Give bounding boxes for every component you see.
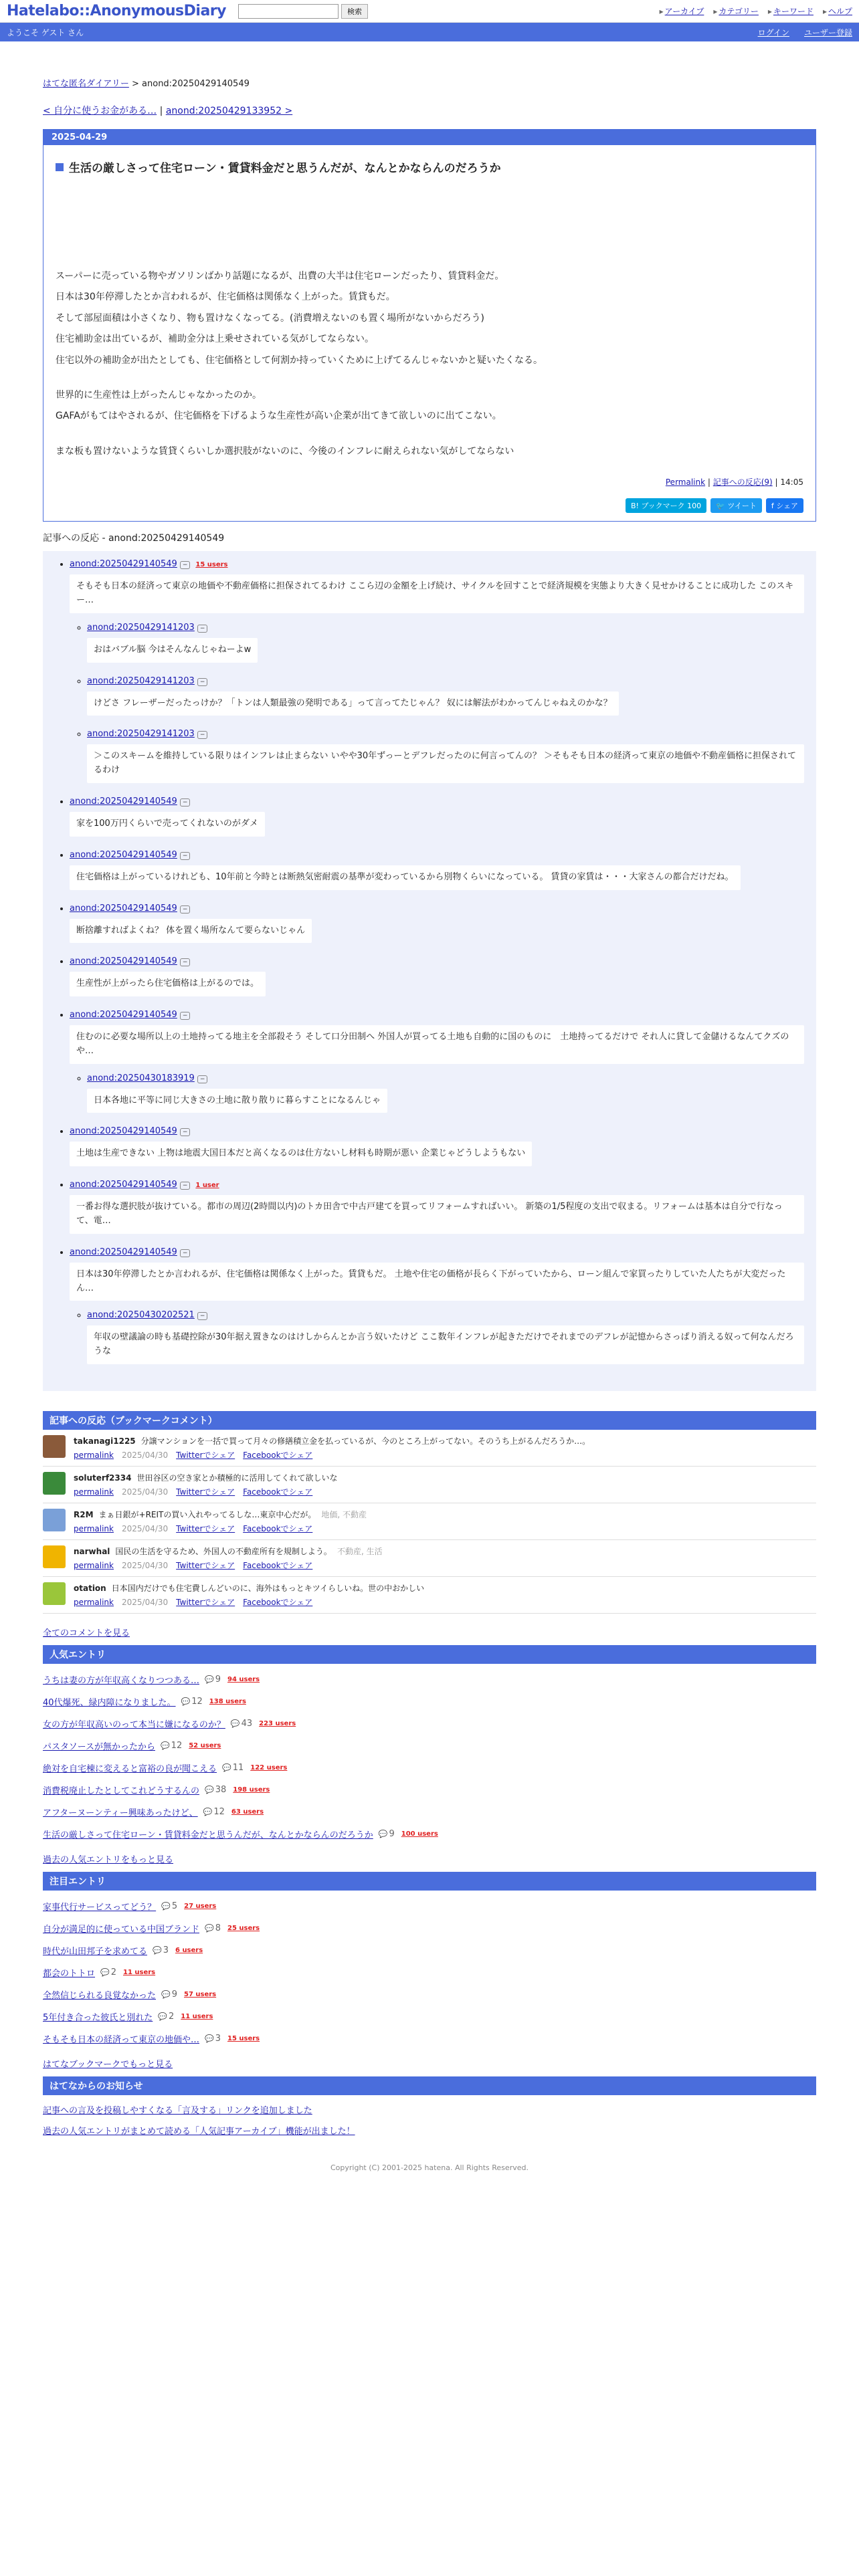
popular-entries-title: 人気エントリ xyxy=(43,1645,816,1664)
featured-entry xyxy=(43,2010,816,2023)
users-count-badge[interactable]: 138 users xyxy=(209,1698,246,1706)
reaction-body: 家を100万円くらいで売ってくれないのがダメ xyxy=(70,812,265,837)
avatar[interactable] xyxy=(43,1435,66,1458)
facebook-share-link[interactable]: Facebookでシェア xyxy=(243,1598,313,1608)
prev-next-nav xyxy=(43,104,816,117)
comment-count: 💬 5 xyxy=(161,1901,177,1911)
reaction-header xyxy=(70,1247,804,1257)
bookmark-comment xyxy=(43,1430,816,1467)
collapse-icon[interactable]: − xyxy=(180,1182,191,1190)
reaction-item xyxy=(70,1126,804,1166)
reaction-body: 一番お得な選択肢が抜けている。都市の周辺(2時間以内)のトカ田舎で中古戸建てを買ってリフォームすればいい。 新築の1/5程度の支出で収まる。リフォームは基本は自分で行なって、電… xyxy=(70,1195,804,1234)
reaction-body: 土地は生産できない 上物は地震大国日本だと高くなるのは仕方ないし材料も時期が悪い 企業じゃどうしようもない xyxy=(70,1142,532,1166)
users-count-badge[interactable]: 122 users xyxy=(250,1764,288,1772)
reaction-child-item xyxy=(87,1310,804,1364)
reaction-id-link[interactable]: anond:20250429140549 xyxy=(70,903,177,914)
reaction-item xyxy=(70,1247,804,1364)
avatar[interactable] xyxy=(43,1545,66,1568)
facebook-icon: f xyxy=(771,502,777,511)
popular-entry-link[interactable]: 生活の厳しさって住宅ローン・賃貸料金だと思うんだが、なんとかならんのだろうか xyxy=(43,1830,373,1841)
comment-count: 💬 9 xyxy=(205,1675,221,1685)
bookmark-user-name[interactable]: R2M xyxy=(74,1510,94,1520)
reaction-body: 日本は30年停滞したとか言われるが、住宅価格は関係なく上がった。賃貸もだ。 土地や住宅の価格が長らく下がっていたから、ローン組んで家買ったりしていた人たちが大変だったん… xyxy=(70,1263,804,1301)
reaction-id-link[interactable]: anond:20250429141203 xyxy=(87,675,195,686)
reaction-header xyxy=(87,623,804,633)
bookmark-comment-list xyxy=(43,1430,816,1614)
bookmark-permalink[interactable]: permalink xyxy=(74,1524,114,1534)
reaction-body: 日本各地に平等に同じ大きさの土地に散り散りに暮らすことになるんじゃ xyxy=(87,1089,387,1113)
breadcrumb-separator: > xyxy=(131,79,139,89)
comment-count: 💬 2 xyxy=(100,1967,116,1977)
bookmark-comment-main xyxy=(74,1582,424,1608)
entry-paragraph: まな板も置けないような賃貸くらいしか選択肢がないのに、今後のインフレに耐えられない気がしてならない xyxy=(56,445,514,457)
tweet-label: ツイート xyxy=(727,502,757,511)
bookmark-button[interactable]: B! ブックマーク 100 xyxy=(626,498,706,513)
bookmark-tags[interactable]: 不動産, 生活 xyxy=(337,1547,383,1557)
users-count-badge[interactable]: 198 users xyxy=(233,1786,270,1794)
reaction-body: ＞このスキームを維持している限りはインフレは止まらない いやや30年ずっーとデフレだったのに何言ってんの？ ＞そもそも日本の経済って東京の地価や不動産価格に担保されてるわけ xyxy=(87,744,804,783)
reaction-children xyxy=(70,623,804,783)
main-content xyxy=(43,41,816,2172)
popular-more-link[interactable]: 過去の人気エントリをもっと見る xyxy=(43,1855,174,1866)
bookmark-comment-text: 日本国内だけでも住宅費しんどいのに、海外はもっとキツイらしいね。世の中おかしい xyxy=(111,1584,425,1594)
users-count-badge[interactable]: 25 users xyxy=(227,1925,260,1933)
bookmark-user-name[interactable]: takanagi1225 xyxy=(74,1436,136,1446)
reaction-id-link[interactable]: anond:20250429140549 xyxy=(70,956,177,967)
avatar[interactable] xyxy=(43,1509,66,1531)
reaction-id-link[interactable]: anond:20250429140549 xyxy=(70,1247,177,1257)
popular-entry xyxy=(43,1828,816,1840)
breadcrumb-root[interactable]: はてな匿名ダイアリー xyxy=(43,79,129,89)
bookmark-comment-meta xyxy=(74,1560,383,1571)
reaction-item xyxy=(70,850,804,890)
bookmark-comment-line xyxy=(74,1582,424,1594)
reaction-header xyxy=(87,1310,804,1320)
tweet-button[interactable] xyxy=(710,498,762,513)
bookmark-comment-main xyxy=(74,1472,337,1497)
reaction-id-link[interactable]: anond:20250429140549 xyxy=(70,796,177,807)
popular-entry-link[interactable]: 女の方が年収高いのって本当に嫌になるのか？ xyxy=(43,1720,225,1731)
bookmark-comment xyxy=(43,1577,816,1614)
users-count-badge[interactable]: 27 users xyxy=(184,1903,217,1911)
reaction-item xyxy=(70,796,804,837)
featured-entry-link[interactable]: 全然信じられる良覚なかった xyxy=(43,1991,157,2002)
comment-count: 💬 12 xyxy=(181,1697,203,1707)
facebook-share-button[interactable] xyxy=(766,498,803,513)
featured-entries-title: 注目エントリ xyxy=(43,1872,816,1891)
reaction-id-link[interactable]: anond:20250429140549 xyxy=(70,1180,177,1190)
breadcrumb xyxy=(43,76,816,89)
top-nav xyxy=(660,5,852,17)
reactions-heading: 記事への反応 - anond:20250429140549 xyxy=(43,533,225,544)
prev-next-separator: | xyxy=(159,106,163,116)
comment-count: 💬 9 xyxy=(379,1829,395,1839)
reaction-header xyxy=(70,1180,804,1190)
breadcrumb-current: anond:20250429140549 xyxy=(142,79,250,89)
bookmark-comment-main xyxy=(74,1545,383,1571)
bookmark-comment-meta xyxy=(74,1486,337,1497)
bookmark-tags[interactable]: 地価, 不動産 xyxy=(321,1510,367,1520)
users-count-badge[interactable]: 15 users xyxy=(195,561,228,569)
featured-entry-link[interactable]: そもそも日本の経済って東京の地価や… xyxy=(43,2035,200,2046)
featured-entry xyxy=(43,2032,816,2045)
bookmark-comment-line xyxy=(74,1435,590,1446)
user-bar xyxy=(0,23,859,41)
reaction-item xyxy=(70,559,804,783)
reaction-body: 住宅価格は上がっているけれども、10年前と今時とは断熱気密耐震の基準が変わっているから別物くらいになっている。 賃貸の家賃は・・・大家さんの都合だけだね。 xyxy=(70,865,741,890)
users-count-badge[interactable]: 100 users xyxy=(401,1830,438,1838)
bookmark-comment-text: 世田谷区の空き家とか積極的に活用してくれて欲しいな xyxy=(136,1473,338,1483)
entry-date: 2025-04-29 xyxy=(43,130,816,145)
reaction-header xyxy=(87,676,804,686)
nav-category-link[interactable]: ▸ カテゴリー xyxy=(713,5,759,17)
popular-entry-link[interactable]: 40代爆死、緑内障になりました。 xyxy=(43,1698,176,1709)
reaction-id-link[interactable]: anond:20250430183919 xyxy=(87,1073,195,1083)
entry-title-text: 生活の厳しさって住宅ローン・賃貸料金だと思うんだが、なんとかならんのだろうか xyxy=(69,162,501,175)
title-square-icon xyxy=(56,163,64,171)
reaction-body: 住むのに必要な場所以上の土地持ってる地主を全部殺そう そして口分田制へ 外国人が買ってる土地も自動的に国のものに 土地持ってるだけで それ人に貸して金儲けるなんてクズのや… xyxy=(70,1025,804,1064)
bookmark-comment xyxy=(43,1503,816,1540)
reaction-body: けどさ フレーザーだったっけか？「トンは人類最強の発明である」って言ってたじゃん？ 奴には解法がわかってんじゃねえのかな？ xyxy=(87,691,619,716)
featured-entry xyxy=(43,1922,816,1935)
reaction-header xyxy=(70,903,804,914)
bookmark-comment-main xyxy=(74,1509,367,1534)
reaction-id-link[interactable]: anond:20250430202521 xyxy=(87,1310,195,1321)
bookmark-comment-text: まぁ日銀が+REITの買い入れやってるしな…東京中心だが。 xyxy=(98,1510,316,1520)
featured-entry xyxy=(43,1966,816,1979)
reaction-item xyxy=(70,903,804,944)
featured-entry xyxy=(43,1900,816,1913)
entry-paragraph: 住宅以外の補助金が出たとしても、住宅価格として何割か持っていくために上げてるんじゃないかと疑いたくなる。 xyxy=(56,354,543,366)
entry-paragraph: 住宅補助金は出ているが、補助金分は上乗せされている気がしてならない。 xyxy=(56,334,374,345)
comment-count: 💬 9 xyxy=(161,1990,177,2000)
featured-entries-list xyxy=(43,1900,816,2045)
avatar[interactable] xyxy=(43,1582,66,1605)
comment-count: 💬 12 xyxy=(161,1741,182,1751)
bookmark-comment-meta xyxy=(74,1449,590,1461)
welcome-text: ようこそ ゲスト さん xyxy=(7,27,84,37)
bookmark-comment-text: 分譲マンションを一括で買って月々の修繕積立金を払っているが、今のところ上がってない。そのうち上がるんだろうか…。 xyxy=(140,1436,591,1446)
notices-title: はてなからのお知らせ xyxy=(43,2076,816,2095)
popular-entry-link[interactable]: 消費税廃止したとしてこれどうするんの xyxy=(43,1786,200,1797)
popular-entry-link[interactable]: 絶対を自宅棟に変えると富裕の良が聞こえる xyxy=(43,1764,217,1775)
reaction-id-link[interactable]: anond:20250429140549 xyxy=(70,849,177,860)
reaction-children xyxy=(70,1073,804,1113)
reactions-link[interactable]: 記事への反応(9) xyxy=(712,477,773,488)
reactions-tree xyxy=(43,551,816,1391)
twitter-share-link[interactable]: Twitterでシェア xyxy=(176,1487,235,1497)
bookmark-user-name[interactable]: soluterf2334 xyxy=(74,1473,132,1483)
comment-count: 💬 2 xyxy=(158,2012,174,2022)
collapse-icon[interactable]: − xyxy=(180,1128,191,1136)
bookmark-date: 2025/04/30 xyxy=(122,1524,169,1534)
reaction-header xyxy=(70,559,804,569)
featured-entry-link[interactable]: 自分が満足的に使っている中国ブランド xyxy=(43,1925,200,1935)
notice-link[interactable]: 過去の人気エントリがまとめて読める「人気記事アーカイブ」機能が出ました！ xyxy=(43,2127,355,2137)
bookmark-user-name[interactable]: otation xyxy=(74,1584,106,1594)
entry-title[interactable] xyxy=(56,158,803,175)
popular-entry xyxy=(43,1761,816,1774)
top-bar xyxy=(0,0,859,23)
entry-paragraph: スーパーに売っている物やガソリンばかり話題になるが、出費の大半は住宅ローンだったり、賃貸料金だ。 xyxy=(56,271,504,282)
bookmark-comment-line xyxy=(74,1545,383,1557)
notice-link[interactable]: 記事への言及を投稿しやすくなる「言及する」リンクを追加しました xyxy=(43,2106,312,2117)
comment-count: 💬 3 xyxy=(205,2034,221,2044)
entry-time: 14:05 xyxy=(780,477,803,488)
facebook-share-link[interactable]: Facebookでシェア xyxy=(243,1561,313,1571)
search-input[interactable] xyxy=(238,4,339,19)
bookmark-permalink[interactable]: permalink xyxy=(74,1598,114,1608)
nav-help-link[interactable]: ▸ ヘルプ xyxy=(823,5,852,17)
comment-count: 💬 12 xyxy=(203,1807,225,1817)
reaction-header xyxy=(87,1073,804,1083)
popular-entries-list xyxy=(43,1673,816,1840)
facebook-share-label: シェア xyxy=(776,502,798,511)
bookmark-comment-meta xyxy=(74,1596,424,1608)
bookmark-permalink[interactable]: permalink xyxy=(74,1451,114,1461)
featured-entry-link[interactable]: 5年付き合った彼氏と別れた xyxy=(43,2013,153,2024)
reaction-list xyxy=(55,559,804,1364)
entry xyxy=(43,129,816,522)
search-button[interactable]: 検索 xyxy=(341,4,368,19)
users-count-badge[interactable]: 223 users xyxy=(259,1720,296,1728)
permalink[interactable]: Permalink xyxy=(665,477,706,488)
entry-text xyxy=(56,269,803,459)
entry-paragraph: GAFAがもてはやされるが、住宅価格を下げるような生産性が高い企業が出てきて欲しいのに出てこない。 xyxy=(56,411,502,422)
twitter-share-link[interactable]: Twitterでシェア xyxy=(176,1451,235,1461)
users-count-badge[interactable]: 11 users xyxy=(123,1969,156,1977)
reaction-header xyxy=(70,1126,804,1136)
popular-entry xyxy=(43,1739,816,1752)
reaction-body: 断捨離すればよくね？ 体を置く場所なんて要らないじゃん xyxy=(70,919,312,944)
bookmark-comment-meta xyxy=(74,1523,367,1534)
users-count-badge[interactable]: 52 users xyxy=(189,1742,221,1750)
facebook-share-link[interactable]: Facebookでシェア xyxy=(243,1451,313,1461)
collapse-icon[interactable]: − xyxy=(180,561,191,569)
bookmark-comment xyxy=(43,1467,816,1503)
reaction-body: 生産性が上がったら住宅価格は上がるのでは。 xyxy=(70,972,266,996)
reaction-child-item xyxy=(87,729,804,783)
popular-entry xyxy=(43,1806,816,1818)
reaction-child-item xyxy=(87,623,804,663)
reaction-id-link[interactable]: anond:20250429140549 xyxy=(70,1126,177,1137)
popular-entry-link[interactable]: うちは妻の方が年収高くなりつつある… xyxy=(43,1676,200,1687)
twitter-share-link[interactable]: Twitterでシェア xyxy=(176,1524,235,1534)
bookmark-user-name[interactable]: narwhal xyxy=(74,1547,110,1557)
collapse-icon[interactable]: − xyxy=(197,625,208,633)
reaction-id-link[interactable]: anond:20250429141203 xyxy=(87,729,195,740)
reaction-header xyxy=(70,956,804,966)
featured-entry xyxy=(43,1944,816,1957)
reaction-header xyxy=(70,1010,804,1020)
users-count-badge[interactable]: 11 users xyxy=(181,2013,213,2021)
twitter-icon: 🐦 xyxy=(716,502,728,511)
users-count-badge[interactable]: 1 user xyxy=(195,1182,219,1190)
users-count-badge[interactable]: 94 users xyxy=(227,1676,260,1684)
featured-entry-link[interactable]: 時代が山田邦子を求めてる xyxy=(43,1947,148,1957)
featured-more-link[interactable]: はてなブックマークでもっと見る xyxy=(43,2060,173,2070)
comment-count: 💬 43 xyxy=(231,1719,252,1729)
collapse-icon[interactable]: − xyxy=(197,731,208,739)
reaction-item xyxy=(70,1010,804,1113)
popular-entry xyxy=(43,1784,816,1796)
reaction-body: おはバブル脳 今はそんなんじゃねーよw xyxy=(87,638,258,663)
bookmark-comment-main xyxy=(74,1435,590,1461)
users-count-badge[interactable]: 63 users xyxy=(231,1808,264,1816)
site-logo[interactable]: Hatelabo::AnonymousDiary xyxy=(7,3,226,19)
reaction-child-item xyxy=(87,676,804,716)
avatar[interactable] xyxy=(43,1472,66,1495)
reaction-header xyxy=(87,729,804,739)
login-link[interactable]: ログイン xyxy=(757,27,789,37)
entry-paragraph: 日本は30年停滞したとか言われるが、住宅価格は関係なく上がった。賃貸もだ。 xyxy=(56,292,395,303)
bookmark-permalink[interactable]: permalink xyxy=(74,1561,114,1571)
reaction-id-link[interactable]: anond:20250429140549 xyxy=(70,1010,177,1021)
bookmark-date: 2025/04/30 xyxy=(122,1561,169,1571)
nav-keyword-link[interactable]: ▸ キーワード xyxy=(768,5,814,17)
collapse-icon[interactable]: − xyxy=(180,905,191,914)
entry-footer: Permalink | 記事への反応(9) | 14:05 xyxy=(665,477,803,488)
collapse-icon[interactable]: − xyxy=(180,852,191,860)
comment-count: 💬 3 xyxy=(153,1945,169,1955)
bookmark-date: 2025/04/30 xyxy=(122,1598,169,1608)
collapse-icon[interactable]: − xyxy=(197,1075,208,1083)
collapse-icon[interactable]: − xyxy=(180,1249,191,1257)
bookmark-date: 2025/04/30 xyxy=(122,1487,169,1497)
collapse-icon[interactable]: − xyxy=(180,958,191,966)
users-count-badge[interactable]: 15 users xyxy=(227,2035,260,2043)
bookmark-date: 2025/04/30 xyxy=(122,1451,169,1461)
reaction-item xyxy=(70,1180,804,1234)
twitter-share-link[interactable]: Twitterでシェア xyxy=(176,1561,235,1571)
share-buttons xyxy=(56,498,803,513)
reaction-id-link[interactable]: anond:20250429141203 xyxy=(87,622,195,633)
copyright: Copyright (C) 2001-2025 hatena. All Rights Reserved. xyxy=(330,2163,529,2173)
popular-entry-link[interactable]: パスタソースが無かったから xyxy=(43,1742,155,1753)
bookmark-comment-line xyxy=(74,1509,367,1520)
reaction-body: そもそも日本の経済って東京の地価や不動産価格に担保されてるわけ ここら辺の金額を上げ続け、サイクルを回すことで経済規模を実態より大きく見せかけることに成功した このスキー… xyxy=(70,574,804,613)
collapse-icon[interactable]: − xyxy=(180,798,191,807)
reaction-item xyxy=(70,956,804,996)
collapse-icon[interactable]: − xyxy=(197,1312,208,1320)
entry-paragraph: 世界的に生産性は上がったんじゃなかったのか。 xyxy=(56,389,262,401)
comment-count: 💬 11 xyxy=(222,1763,244,1773)
bookmark-permalink[interactable]: permalink xyxy=(74,1487,114,1497)
popular-entry xyxy=(43,1717,816,1730)
bookmark-comment-line xyxy=(74,1472,337,1483)
collapse-icon[interactable]: − xyxy=(180,1012,191,1020)
users-count-badge[interactable]: 6 users xyxy=(175,1947,203,1955)
reaction-header xyxy=(70,850,804,860)
next-entry-link[interactable]: anond:20250429133952 > xyxy=(165,106,293,116)
bookmark-comment xyxy=(43,1540,816,1577)
reaction-children xyxy=(70,1310,804,1364)
popular-entry-link[interactable]: アフターヌーンティー興味あったけど、 xyxy=(43,1808,198,1819)
comment-count: 💬 8 xyxy=(205,1923,221,1933)
prev-entry-link[interactable]: < 自分に使うお金がある… xyxy=(43,106,157,116)
comment-count: 💬 38 xyxy=(205,1785,226,1795)
twitter-share-link[interactable]: Twitterでシェア xyxy=(176,1598,235,1608)
bookmark-comment-text: 国民の生活を守るため、外国人の不動産所有を規制しよう。 xyxy=(115,1547,332,1557)
reaction-id-link[interactable]: anond:20250429140549 xyxy=(70,559,177,570)
featured-entry-link[interactable]: 都会のトトロ xyxy=(43,1969,96,1979)
featured-entry xyxy=(43,1988,816,2001)
users-count-badge[interactable]: 57 users xyxy=(184,1991,217,1999)
featured-entry-link[interactable]: 家事代行サービスってどう？ xyxy=(43,1903,157,1913)
reaction-child-item xyxy=(87,1073,804,1113)
bookmark-section-title: 記事への反応（ブックマークコメント） xyxy=(43,1411,816,1430)
facebook-share-link[interactable]: Facebookでシェア xyxy=(243,1524,313,1534)
popular-entry xyxy=(43,1695,816,1708)
entry-paragraph: そして部屋面積は小さくなり、物も置けなくなってる。(消費増えないのも置く場所がないからだろう) xyxy=(56,312,484,324)
register-link[interactable]: ユーザー登録 xyxy=(803,27,852,37)
all-comments-link[interactable]: 全てのコメントを見る xyxy=(43,1628,130,1639)
reaction-body: 年収の壁議論の時も基礎控除が30年据え置きなのはけしからんとか言う奴いたけど ここ数年インフレが起きただけでそれまでのデフレが記憶からさっぱり消える奴って何なんだろうな xyxy=(87,1325,804,1364)
collapse-icon[interactable]: − xyxy=(197,678,208,686)
nav-archive-link[interactable]: ▸ アーカイブ xyxy=(660,5,704,17)
facebook-share-link[interactable]: Facebookでシェア xyxy=(243,1487,313,1497)
reaction-header xyxy=(70,796,804,807)
popular-entry xyxy=(43,1673,816,1686)
